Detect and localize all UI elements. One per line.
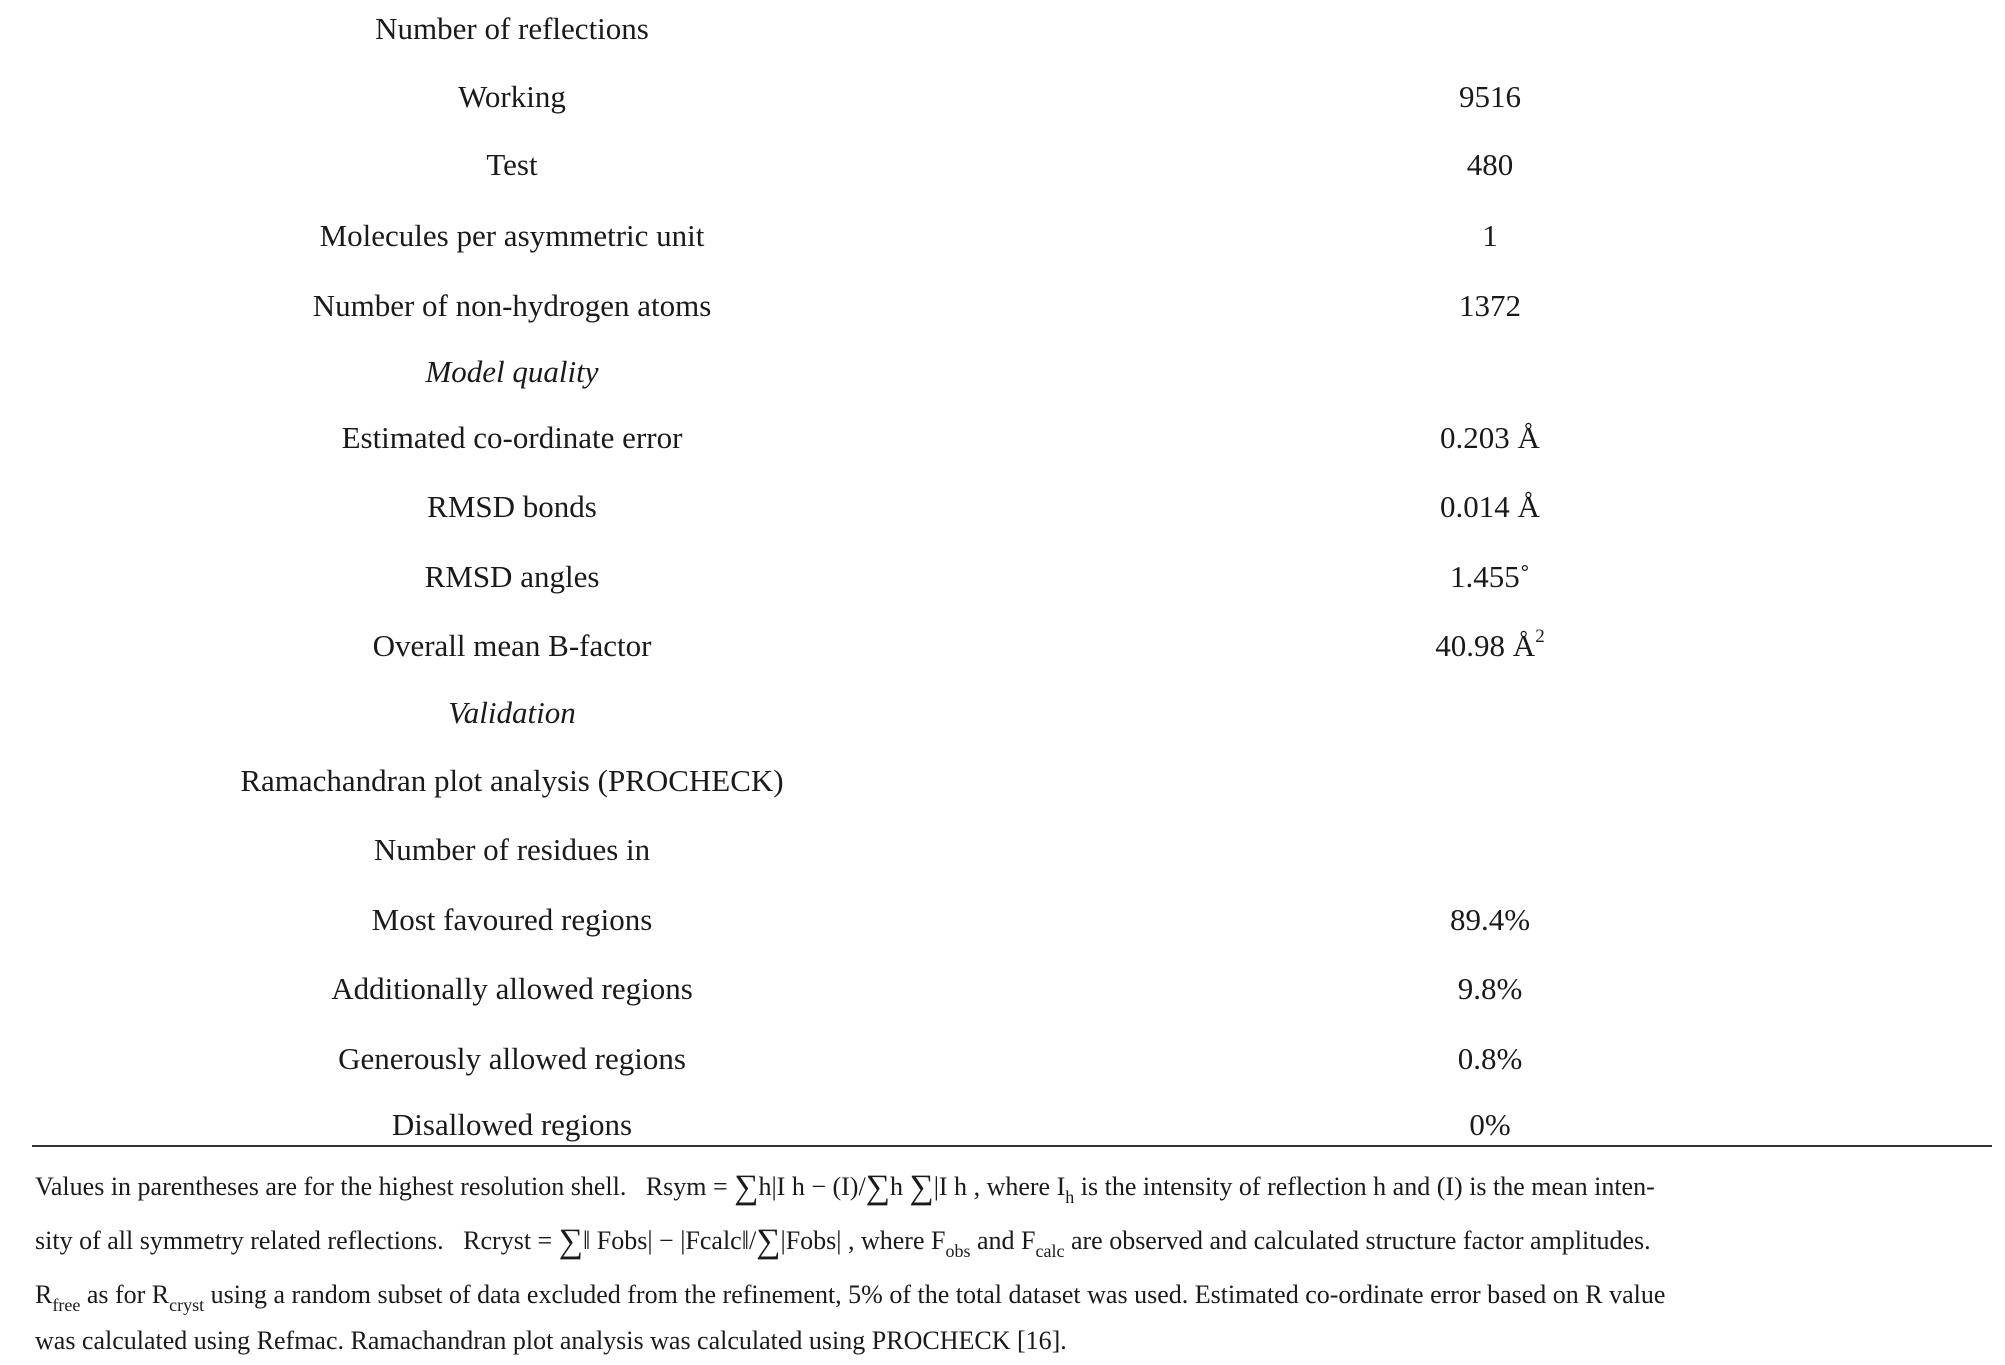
footnote-text: sity of all symmetry related reflections. xyxy=(35,1226,444,1255)
footnote-line: was calculated using Refmac. Ramachandran plot analysis was calculated using PROCHECK [16]. xyxy=(35,1326,1067,1355)
table-row xyxy=(0,72,2005,122)
value-superscript: 2 xyxy=(1535,626,1545,647)
row-label: Disallowed regions xyxy=(391,1107,633,1142)
table-row xyxy=(0,895,2005,945)
table-row xyxy=(0,1100,2005,1150)
table-row xyxy=(0,211,2005,261)
table-row xyxy=(0,621,2005,671)
value-text: 40.98 Å xyxy=(1435,628,1536,663)
row-label: Most favoured regions xyxy=(371,902,653,937)
table-row xyxy=(0,281,2005,331)
footnote-line: $R_{free}$ as for $R_{cryst}$ using a random subset of data excluded from the refinement, 5% of the total dataset was used. Estimated co-ordinate error based on R value xyxy=(35,1280,1666,1315)
row-label: Number of residues in xyxy=(373,832,651,867)
row-value: 0.203 Å xyxy=(1440,420,1540,455)
row-value: 9.8% xyxy=(1457,971,1523,1006)
section-heading: Validation xyxy=(448,695,576,730)
row-value: 0.014 Å xyxy=(1440,489,1540,524)
row-label: Additionally allowed regions xyxy=(331,971,693,1006)
table-row xyxy=(0,482,2005,532)
table-row xyxy=(0,140,2005,190)
row-value: 0% xyxy=(1469,1107,1511,1142)
row-value: 1 xyxy=(1482,218,1498,253)
row-label: Overall mean B-factor xyxy=(372,628,652,663)
row-label: Test xyxy=(486,147,538,182)
row-label: Generously allowed regions xyxy=(338,1041,686,1076)
table-row xyxy=(0,4,2005,54)
footnote-line: Values in parentheses are for the highest resolution shell. Rsym = ∑h|I h − (I)/∑h ∑|I h , where $I_h$ is the intensity of reflection h and (I) is the mean inten- xyxy=(35,1169,1655,1207)
row-value: 0.8% xyxy=(1457,1041,1523,1076)
row-label: Molecules per asymmetric unit xyxy=(319,218,705,253)
rsym-formula: Rsym = ∑h|I h − (I)/∑h ∑|I h xyxy=(645,1169,968,1206)
section-heading-row xyxy=(0,688,2005,738)
footnote-line: sity of all symmetry related reflections. Rcryst = ∑‖ Fobs| − |Fcalc‖/∑|Fobs| , where $F_{obs}$ and $F_{calc}$ are observed and calculated structure factor amplitudes. xyxy=(35,1223,1651,1261)
row-value: 1372 xyxy=(1459,288,1521,323)
row-value xyxy=(1290,621,1690,671)
table-row xyxy=(0,552,2005,602)
table-row xyxy=(0,825,2005,875)
footnote-text: Values in parentheses are for the highest resolution shell. xyxy=(35,1172,627,1201)
table-row xyxy=(0,756,2005,806)
table-row xyxy=(0,964,2005,1014)
table-footnote xyxy=(35,1160,1990,1360)
row-value: 480 xyxy=(1466,147,1514,182)
row-value: 1.455˚ xyxy=(1449,559,1531,594)
row-label: Ramachandran plot analysis (PROCHECK) xyxy=(240,763,784,798)
row-label: Estimated co-ordinate error xyxy=(341,420,683,455)
row-label: Number of reflections xyxy=(375,11,649,46)
table-row xyxy=(0,1034,2005,1084)
row-label: RMSD bonds xyxy=(427,489,597,524)
row-label: Working xyxy=(458,79,566,114)
row-value: 9516 xyxy=(1459,79,1521,114)
table-bottom-rule xyxy=(32,1145,1992,1147)
section-heading: Model quality xyxy=(425,354,599,389)
section-heading-row xyxy=(0,347,2005,397)
table-row xyxy=(0,413,2005,463)
row-label: RMSD angles xyxy=(424,559,600,594)
row-label: Number of non-hydrogen atoms xyxy=(312,288,712,323)
row-value: 89.4% xyxy=(1449,902,1531,937)
rcryst-formula: Rcryst = ∑‖ Fobs| − |Fcalc‖/∑|Fobs| xyxy=(463,1223,842,1260)
